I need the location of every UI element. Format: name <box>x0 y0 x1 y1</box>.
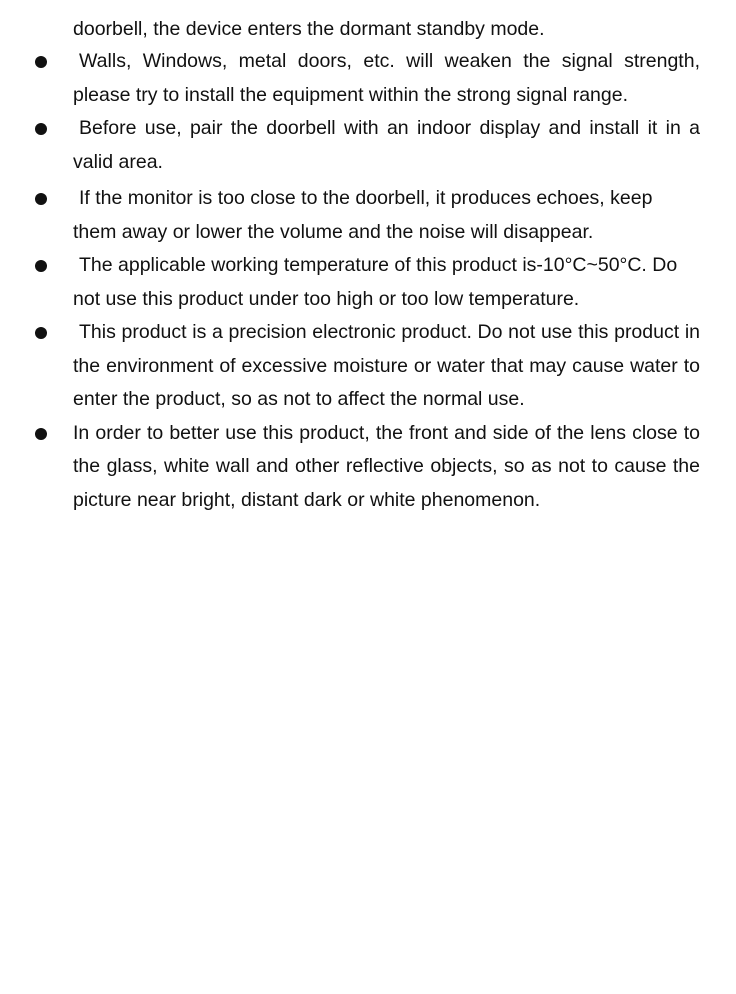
list-item <box>0 45 700 112</box>
bullet-dot-icon <box>35 327 47 339</box>
continuation-paragraph: doorbell, the device enters the dormant standby mode. <box>73 18 545 40</box>
list-item <box>0 249 700 316</box>
list-item <box>0 417 700 518</box>
list-item-text: In order to better use this product, the front and side of the lens close to the glass, white wall and other reflective objects, so as not to cause the picture near bright, distant dark or white phenomenon. <box>73 421 700 511</box>
list-item <box>0 112 700 179</box>
bullet-dot-icon <box>35 193 47 205</box>
list-item-text: The applicable working temperature of this product is-10°C~50°C. Do not use this product under too high or too low temperature. <box>73 254 678 310</box>
bullet-dot-icon <box>35 56 47 68</box>
list-item-text: Before use, pair the doorbell with an indoor display and install it in a valid area. <box>73 117 700 173</box>
bullet-dot-icon <box>35 260 47 272</box>
list-item <box>0 182 700 249</box>
list-item-text: This product is a precision electronic product. Do not use this product in the environment of excessive moisture or water that may cause water to enter the product, so as not to affect the normal use. <box>73 321 700 410</box>
list-item-text: If the monitor is too close to the doorbell, it produces echoes, keep them away or lower the volume and the noise will disappear. <box>73 187 653 243</box>
bullet-dot-icon <box>35 123 47 135</box>
bullet-dot-icon <box>35 428 47 440</box>
precautions-list <box>0 45 736 517</box>
list-item <box>0 316 700 417</box>
list-item-text: Walls, Windows, metal doors, etc. will weaken the signal strength, please try to install the equipment within the strong signal range. <box>73 50 700 106</box>
